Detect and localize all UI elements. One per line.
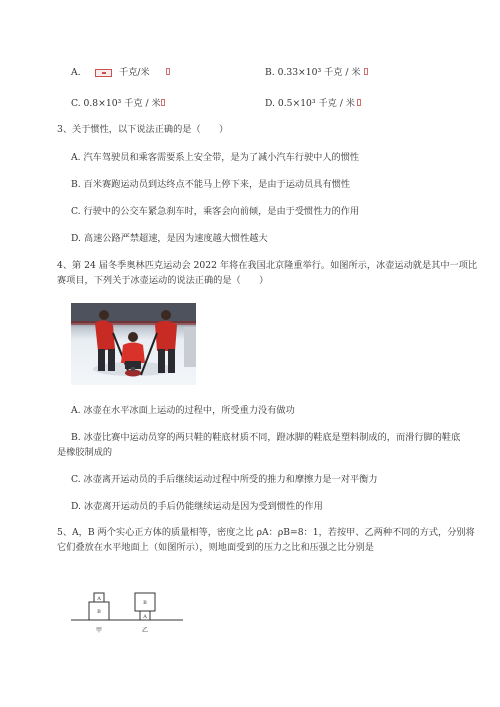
jia-label: 甲 <box>95 627 103 634</box>
q2-option-d: D. 0.5×10³ 千克 / 米 <box>265 98 355 109</box>
yi-label: 乙 <box>141 627 149 634</box>
superscript-3-mark <box>166 68 170 75</box>
q3-stem: 3、关于惯性，以下说法正确的是（ ） <box>57 124 229 135</box>
jia-block-small-label: A <box>97 596 101 602</box>
option-a-formula-image <box>95 69 112 77</box>
q4-option-b-line2: 是橡胶制成的 <box>57 447 113 458</box>
q3-option-b: B. 百米赛跑运动员到达终点不能马上停下来，是由于运动员具有惯性 <box>71 179 351 190</box>
curling-photo-illustration <box>71 303 196 385</box>
q3-option-d: D. 高速公路严禁超速，是因为速度越大惯性越大 <box>71 233 268 244</box>
q4-option-d: D. 冰壶离开运动员的手后仍能继续运动是因为受到惯性的作用 <box>71 501 323 512</box>
q2-option-c: C. 0.8×10³ 千克 / 米 <box>71 98 161 109</box>
q4-option-c: C. 冰壶离开运动员的手后继续运动过程中所受的推力和摩擦力是一对平衡力 <box>71 474 378 485</box>
jia-block-large-label: B <box>97 609 101 615</box>
curling-photo <box>71 303 196 385</box>
q3-option-c: C. 行驶中的公交车紧急刹车时，乘客会向前倾，是由于受惯性力的作用 <box>71 206 360 217</box>
superscript-3-mark <box>364 68 368 75</box>
q4-stem-line2: 赛项目，下列关于冰壶运动的说法正确的是（ ） <box>57 275 269 286</box>
q4-option-b-line1: B. 冰壶比赛中运动员穿的两只鞋的鞋底材质不同，蹬冰脚的鞋底是塑料制成的，而滑行脚的鞋底 <box>71 432 461 443</box>
q2-option-b: B. 0.33×10³ 千克 / 米 <box>265 67 361 78</box>
q2-option-a-label: A. <box>71 67 81 78</box>
q3-option-a: A. 汽车驾驶员和乘客需要系上安全带，是为了减小汽车行驶中人的惯性 <box>71 152 360 163</box>
q4-stem-line1: 4、第 24 届冬季奥林匹克运动会 2022 年将在我国北京隆重举行。如图所示，冰壶运动就是其中一项比 <box>57 260 478 271</box>
superscript-3-mark <box>357 99 361 106</box>
yi-block-large-label: B <box>143 600 147 606</box>
stacked-blocks-diagram <box>65 570 185 640</box>
yi-block-small-label: A <box>143 614 147 620</box>
superscript-3-mark <box>161 99 165 106</box>
q5-stem-line1: 5、A，B 两个实心正方体的质量相等，密度之比 ρA：ρB=8：1，若按甲、乙两种不同的方式，分别将 <box>57 527 475 538</box>
q5-stem-line2: 它们叠放在水平地面上（如图所示），则地面受到的压力之比和压强之比分别是 <box>57 542 374 553</box>
q2-option-a-unit: 千克/米 <box>119 67 150 78</box>
q4-option-a: A. 冰壶在水平冰面上运动的过程中，所受重力没有做功 <box>71 405 295 416</box>
